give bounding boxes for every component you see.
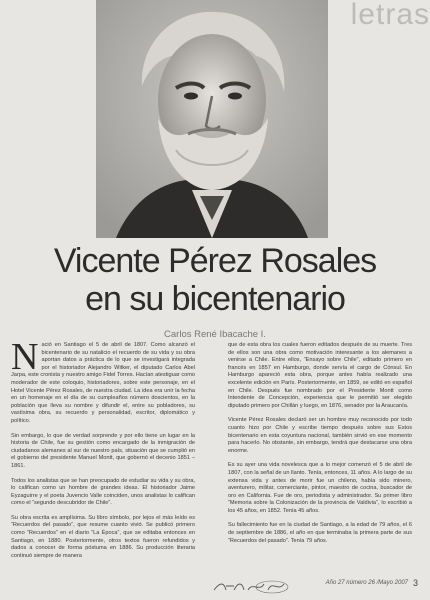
article-title-line1: Vicente Pérez Rosales bbox=[53, 242, 377, 280]
signature-drawing bbox=[212, 578, 292, 594]
paragraph: que de esta obra los cuales fueron editados después de su muerte. Tres de ellos son una obra como motivación interesante a los alemanes a venirse a Chile. Entre ellos, “Ensayo sobre Chile”, editado primero en francés en 1857 en Hamburgo, donde servía el cargo de Cónsul. En Hamburgo apareció esta obra, porque antes había realizado una excelente edición en París. Posteriormente, en 1859, se editó en español en Chile. Después fue nombrado por el Presidente Montt como Intendente de Concepción, experiencia que le permitió ser elegido diputado primero por Chillán y luego, en 1876, senador por la Araucanía. bbox=[228, 342, 412, 409]
paragraph: Su obra escrita es amplísima. Su libro símbolo, por lejos el más leído es “Recuerdos del pasado”, que resume cuanto vivió. Se publicó primero como “Recuerdos” en el diario “La Época”, que se editaba entonces en Santiago, en 1880. Posteriormente, otros textos fueron refundidos y dados a conocer de forma póstuma en 1886. Su producción literaria continuó siempre de manera bbox=[11, 514, 195, 559]
article-column-right bbox=[228, 342, 412, 580]
drop-cap: N bbox=[11, 342, 39, 378]
article-title-line2: en su bicentenario bbox=[85, 280, 345, 318]
footer-issue: Año 27 número 26 /Mayo 2007 bbox=[325, 580, 408, 586]
paragraph: Sin embargo, lo que de verdad sorprende y por ello tiene un lugar en la historia de Chile, fue su gestión como encargado de la inmigración de ciudadanos alemanes al sur de nuestro país, situación que se cumplió en el gobierno del presidente Manuel Montt, que gobernó el decenio 1851 – 1861. bbox=[11, 432, 195, 469]
author-byline: Carlos René Ibacache I. bbox=[164, 329, 266, 340]
paragraph: Es su ayer una vida novelesca que a lo mejor comenzó el 5 de abril de 1807, con la señal de un llanto. Tenía, entonces, 11 años. A lo largo de su extensa vida y antes de morir fue un chileno, había sido minero, aventurero, militar, comerciante, pintor, maestro de cocina, buscador de oro en California. Fue de oro, periodista y administrador. Su primer libro “Memoria sobre la Colonización de la provincia de Valdivia”, lo escribió a los 45 años, en 1852. Tenía 45 años. bbox=[228, 462, 412, 514]
signature bbox=[212, 578, 292, 594]
article-column-left bbox=[11, 342, 195, 580]
paragraph: Su fallecimiento fue en la ciudad de Santiago, a la edad de 79 años, el 6 de septiembre de 1886, el año en que terminaba la primera parte de sus “Recuerdos del pasado”. Tenía 79 años. bbox=[228, 522, 412, 544]
portrait-photo bbox=[96, 0, 328, 238]
portrait-illustration bbox=[96, 0, 328, 238]
paragraph: Todos los analistas que se han preocupado de estudiar su vida y su obra, lo califican como un hombre de grandes ideas. El historiador Jaime Eyzaguirre y el poeta Juvencio Valle coinciden, unos analistas lo califican como el “segundo descubridor de Chile”. bbox=[11, 477, 195, 507]
page-number: 3 bbox=[412, 578, 418, 588]
paragraph: Vicente Pérez Rosales declaró ser un hombre muy reconocido por todo cuanto hizo por Chile y escribe tiempo después sobre sus Estos bicentenario en esta coyuntura nacional, también sirvió en ese momento para hacerlo. No obstante, sin embargo, tendrá que destacarse una obra enorme. bbox=[228, 417, 412, 454]
section-label: letras bbox=[350, 0, 430, 31]
paragraph bbox=[11, 342, 195, 426]
paragraph-text: ació en Santiago el 5 de abril de 1807. Como alcanzó el bicentenario de su natalicio el recuerdo de su vida y su obra aportan datos a práctica de lo que se investigará integrada por el historiador Alejandro Witker, el diputado Carlos Abel Jarpa, este cronista y nuestro amigo Fidel Torres. Hacían atestiguar como moderador de este coloquio, historiadores, sobre este personaje, en el Hotel Vicente Pérez Rosales, de nuestra ciudad. La idea era unir la fecha en un homenaje en el día de su cumpleaños número doscientos, en la población que lleva su nombre y difundir el, entre su pobladores, su vastísima obra, su recuerdo y personalidad, escritor, diplomático y político. bbox=[11, 342, 195, 424]
